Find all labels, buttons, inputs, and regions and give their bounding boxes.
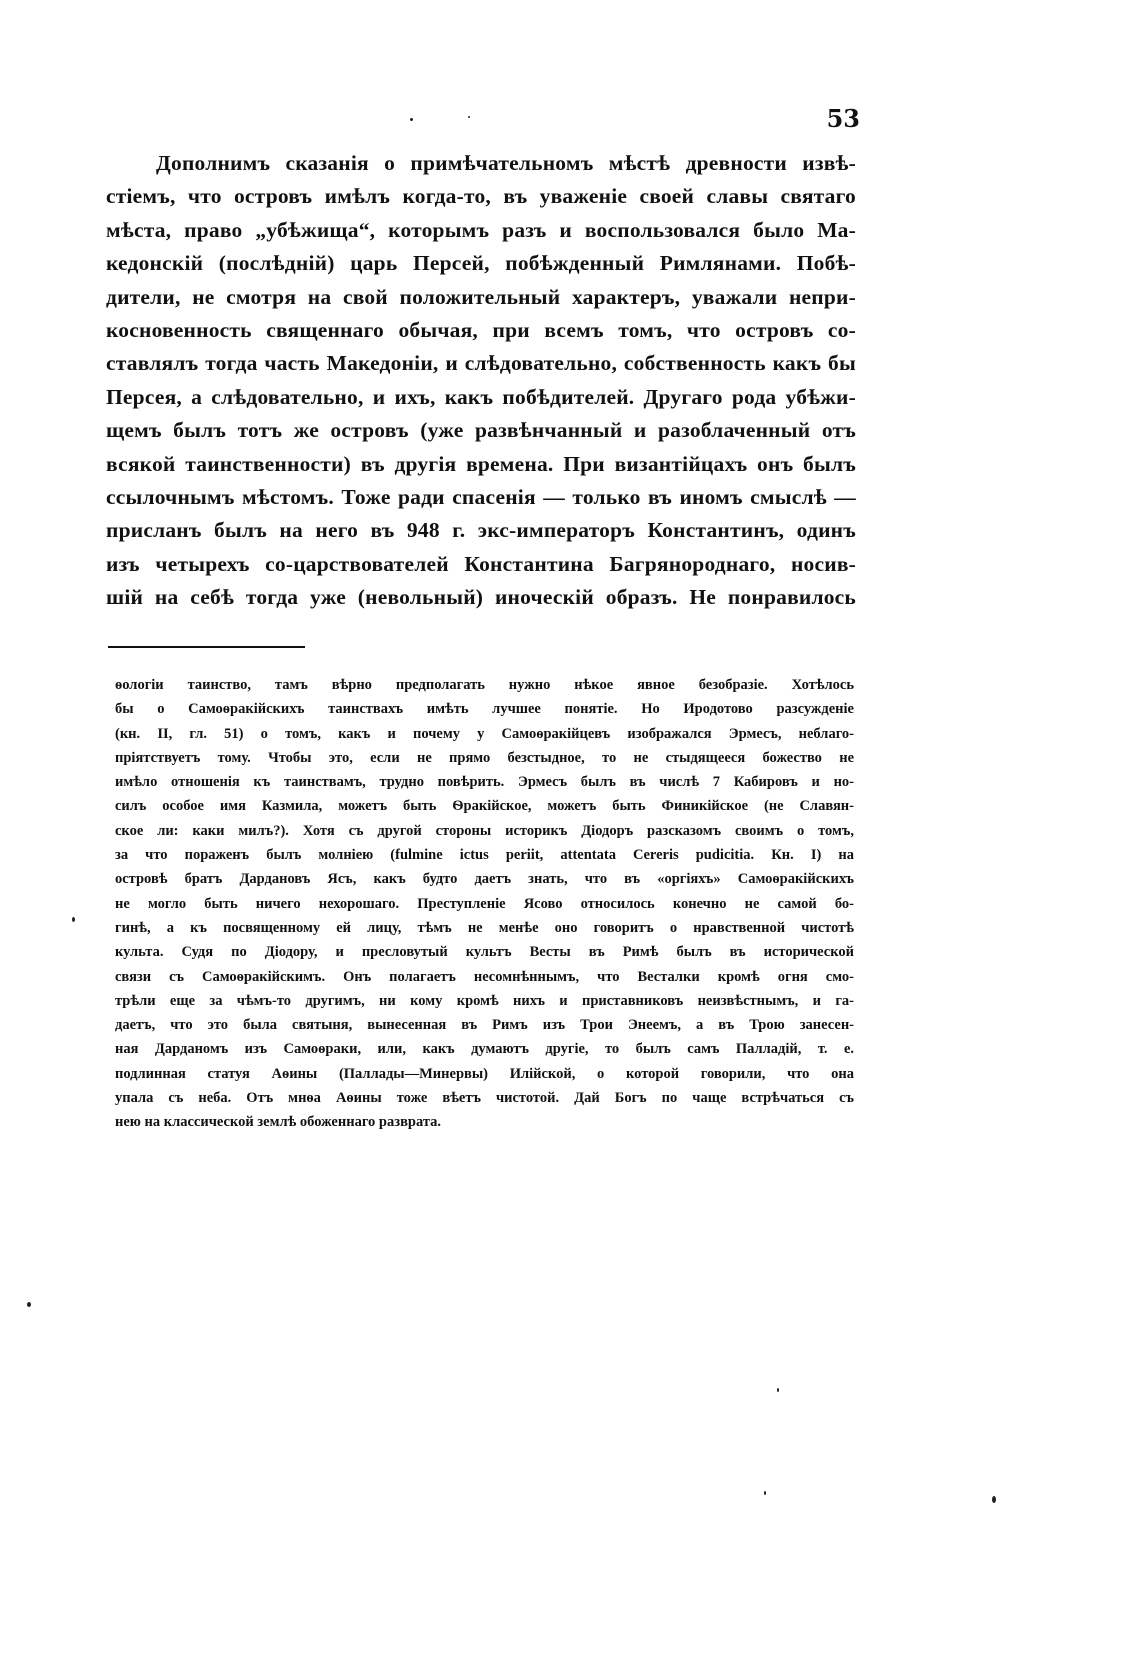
text-line: изъ четырехъ со-царствователей Константина Багрянороднаго, носив- [106, 551, 856, 576]
footnote-block [115, 673, 854, 1135]
text-line: щемъ былъ тотъ же островъ (уже развѣнчанный и разоблаченный отъ [106, 418, 856, 443]
text-line: мѣста, право „убѣжища“, которымъ разъ и воспользовался было Ма- [106, 217, 856, 242]
footnote-separator [108, 646, 305, 648]
text-line: ставлялъ тогда часть Македоніи, и слѣдовательно, собственность какъ бы [106, 351, 856, 376]
footnote-line: (кн. II, гл. 51) о томъ, какъ и почему у Самоѳракійцевъ изображался Эрмесъ, неблаго- [115, 725, 854, 742]
footnote-line: имѣло отношенія къ таинствамъ, трудно повѣрить. Эрмесъ былъ въ числѣ 7 Кабировъ и но- [115, 774, 854, 791]
text-line: косновенность священнаго обычая, при всемъ томъ, что островъ со- [106, 318, 856, 343]
footnote-line: культа. Судя по Діодору, и пресловутый культъ Весты въ Римѣ былъ въ исторической [115, 944, 854, 961]
footnote-line: пріятствуетъ тому. Чтобы это, если не прямо безстыдное, то не стыдящееся божество не [115, 749, 854, 766]
footnote-line: трѣли еще за чѣмъ-то другимъ, ни кому кромѣ нихъ и приставниковъ неизвѣстнымъ, и га- [115, 992, 854, 1009]
text-line: присланъ былъ на него въ 948 г. экс-императоръ Константинъ, одинъ [106, 518, 856, 543]
footnote-line: за что пораженъ былъ молніею (fulmine ictus periit, attentata Cereris pudicitia. Кн. I) на [115, 847, 854, 864]
scan-speck [777, 1388, 779, 1392]
text-line: Дополнимъ сказанія о примѣчательномъ мѣстѣ древности извѣ- [156, 151, 856, 175]
footnote-line: ское ли: каки милъ?). Хотя съ другой стороны историкъ Діодоръ разсказомъ своимъ о томъ, [115, 822, 854, 839]
footnote-line: бы о Самоѳракійскихъ таинствахъ имѣть лучшее понятіе. Но Иродотово разсужденіе [115, 701, 854, 718]
footnote-line: связи съ Самоѳракійскимъ. Онъ полагаетъ несомнѣннымъ, что Весталки кромѣ огня смо- [115, 968, 854, 985]
main-text-block [106, 147, 856, 615]
text-line: ссылочнымъ мѣстомъ. Тоже ради спасенія — только въ иномъ смыслѣ — [106, 485, 856, 510]
footnote-line: упала съ неба. Отъ мнѳа Аѳины тоже вѣетъ чистотой. Дай Богъ по чаще встрѣчаться съ [115, 1090, 854, 1107]
scan-speck [27, 1302, 31, 1307]
page-number: 53 [826, 104, 860, 133]
footnote-line: подлинная статуя Аѳины (Паллады—Минервы) Илійской, о которой говорили, что она [115, 1065, 854, 1082]
footnote-line: даетъ, что это была святыня, вынесенная въ Римъ изъ Трои Энеемъ, а въ Трою занесен- [115, 1017, 854, 1034]
footnote-line: ѳологіи таинство, тамъ вѣрно предполагать нужно нѣкое явное безобразіе. Хотѣлось [115, 677, 854, 693]
scan-speck [992, 1496, 996, 1503]
text-line: всякой таинственности) въ другія времена. При византійцахъ онъ былъ [106, 451, 856, 476]
footnote-line: гинѣ, а къ посвященному ей лицу, тѣмъ не менѣе оно говоритъ о нравственной чистотѣ [115, 919, 854, 936]
text-line: дители, не смотря на свой положительный характеръ, уважали непри- [106, 284, 856, 309]
text-line: кедонскій (послѣдній) царь Персей, побѣжденный Римлянами. Побѣ- [106, 251, 856, 276]
text-line: Персея, а слѣдовательно, и ихъ, какъ побѣдителей. Другаго рода убѣжи- [106, 384, 856, 409]
footnote-line: островѣ братъ Дардановъ Ясъ, какъ будто даетъ знать, что въ «оргіяхъ» Самоѳракійскихъ [115, 871, 854, 888]
scan-speck [72, 917, 75, 922]
footnote-line: не могло быть ничего нехорошаго. Преступленіе Ясово относилось конечно не самой бо- [115, 895, 854, 912]
footnote-line: ная Дарданомъ изъ Самоѳраки, или, какъ думаютъ другіе, то былъ самъ Палладій, т. е. [115, 1041, 854, 1058]
text-line: шій на себѣ тогда уже (невольный) иноческій образъ. Не понравилось [106, 585, 856, 610]
scan-speck [468, 116, 470, 118]
scan-speck [410, 118, 413, 121]
scan-speck [764, 1491, 766, 1495]
footnote-line: силъ особое имя Казмила, можетъ быть Ѳракійское, можетъ быть Финикійское (не Славян- [115, 798, 854, 815]
footnote-line: нею на классической землѣ обоженнаго разврата. [115, 1114, 442, 1131]
text-line: стіемъ, что островъ имѣлъ когда-то, въ уваженіе своей славы святаго [106, 184, 856, 209]
